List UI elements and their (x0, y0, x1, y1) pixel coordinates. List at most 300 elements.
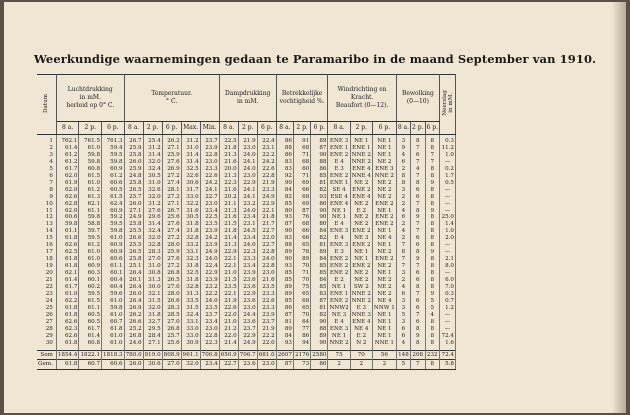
cell: 780.0 (125, 351, 142, 358)
cell: 89 (276, 291, 293, 298)
cell: ENE 1 (329, 290, 349, 297)
table-row (37, 152, 456, 159)
cell: 8 (425, 173, 439, 180)
cell: 24.4 (238, 312, 257, 319)
cell: NE 1 (350, 135, 372, 145)
cell: 89 (311, 333, 328, 340)
cell: ENE 2 (329, 256, 349, 263)
cell: 62.6 (56, 333, 79, 340)
cell: 0.2 (440, 166, 456, 173)
cell: 22.3 (238, 249, 257, 256)
cell: 90 (276, 256, 293, 263)
cell: E 2 (350, 208, 372, 215)
cell: 23.0 (238, 145, 257, 152)
cell: 8 (425, 319, 439, 326)
header-vapour: Dampdrukking in mM. (219, 75, 276, 122)
cell: 27.2 (162, 194, 181, 201)
cell: 32.7 (143, 319, 162, 326)
cell: 60.4 (102, 284, 125, 291)
cell: 82 (311, 235, 328, 242)
cell: ENE 4 (352, 318, 371, 325)
cell: 61.5 (102, 194, 125, 201)
cell: 24.0 (200, 298, 219, 305)
cell: 93 (311, 194, 328, 201)
cell: 21.3 (219, 208, 238, 215)
cell: 61.0 (79, 180, 102, 187)
cell: 32.0 (143, 305, 162, 312)
cell: 85 (311, 284, 328, 291)
cell: 2580 (312, 351, 327, 358)
cell: NE 2 (372, 187, 396, 194)
cell: 21.0 (219, 319, 238, 326)
cell: 8 (425, 326, 439, 333)
cell: 2 (396, 166, 410, 173)
cell: 60.8 (79, 166, 102, 173)
cell: 33.1 (181, 249, 200, 256)
cell: 21.9 (257, 180, 276, 187)
cell: 59.6 (102, 291, 125, 298)
cell: 25.4 (143, 135, 162, 145)
cell: ENE 2 (329, 297, 349, 304)
cell: ENE 4 (352, 193, 371, 200)
cell: 23.6 (238, 277, 257, 284)
cell: — (440, 270, 456, 277)
cell: 23.0 (238, 305, 257, 312)
cell: 8 (411, 326, 425, 333)
cell: NNE 2 (351, 290, 371, 297)
cell: 60.6 (56, 214, 79, 221)
cell: 22.8 (257, 173, 276, 180)
cell: 22.8 (200, 152, 219, 159)
table-row (37, 263, 456, 270)
cell: 33.0 (181, 326, 200, 333)
cell: ENE 1 (329, 179, 349, 186)
cell: 7 (411, 159, 425, 166)
cell: 31.6 (181, 208, 200, 215)
cell: 27.0 (162, 319, 181, 326)
cell: 23.4 (238, 263, 257, 270)
cell: 22.8 (257, 263, 276, 270)
cell: 8 (425, 340, 439, 350)
cell: 26.4 (124, 284, 143, 291)
cell: 31.2 (143, 201, 162, 208)
cell: 24.9 (257, 194, 276, 201)
cell: NE 2 (350, 277, 372, 284)
cell: 3 (396, 298, 410, 305)
cell: 22.0 (219, 333, 238, 340)
subheader-7: Min. (200, 122, 219, 135)
cell: 24.0 (200, 256, 219, 263)
cell: — (440, 201, 456, 208)
cell: 81 (276, 319, 293, 326)
cell: NE 1 (372, 135, 396, 145)
cell: 7 (411, 221, 425, 228)
cell: 84 (311, 256, 328, 263)
cell: NNW 1 (373, 304, 395, 311)
cell: 86 (276, 152, 293, 159)
cell: 27.4 (162, 180, 181, 187)
cell: 21.7 (257, 221, 276, 228)
cell: 61.0 (102, 312, 125, 319)
cell: 2 (328, 360, 350, 370)
cell: 27.6 (162, 159, 181, 166)
cell: 24.0 (238, 242, 257, 249)
table-row (37, 284, 456, 291)
table-row (37, 326, 456, 333)
cell: NE 2 (350, 270, 372, 277)
cell: 26.4 (124, 298, 143, 305)
cell: 22.3 (200, 340, 219, 350)
cell: 26.0 (124, 291, 143, 298)
cell: 60.9 (102, 242, 125, 249)
cell: 60.4 (102, 277, 125, 284)
cell: 87 (276, 360, 293, 370)
cell: 6 (411, 152, 425, 159)
cell: 21.1 (219, 201, 238, 208)
cell: 23.0 (200, 159, 219, 166)
cell: 65 (293, 242, 310, 249)
cell: 89 (293, 256, 310, 263)
cell: 13 (37, 221, 56, 228)
cell: 59.8 (56, 221, 79, 228)
cell: 24.1 (238, 159, 257, 166)
cell: 22.2 (200, 291, 219, 298)
cell: 8 (425, 235, 439, 242)
cell: — (440, 208, 456, 215)
cell: 71 (293, 270, 310, 277)
cell: 761.3 (102, 135, 125, 145)
cell: 6 (411, 270, 425, 277)
cell: ENE 3 (372, 166, 396, 173)
table-row (37, 135, 456, 145)
cell: 59.8 (102, 228, 125, 235)
cell: 61.1 (79, 305, 102, 312)
table-row (37, 187, 456, 194)
table-row (37, 319, 456, 326)
cell: 7 (396, 242, 410, 249)
cell: 30.6 (143, 360, 162, 370)
cell: 22.1 (257, 208, 276, 215)
cell: 82 (311, 187, 328, 194)
cell: 31.8 (181, 277, 200, 284)
cell: 85 (311, 263, 328, 270)
cell: 70 (293, 277, 310, 284)
cell: ENE 3 (329, 242, 349, 249)
cell: NE 1 (350, 256, 372, 263)
cell: 25.9 (162, 152, 181, 159)
cell: 4 (37, 159, 56, 166)
cell: 85 (276, 270, 293, 277)
header-cloud: Bewolking (0—10) (396, 75, 439, 122)
cell: 61.3 (79, 194, 102, 201)
table-row (37, 312, 456, 319)
cell: 4 (396, 208, 410, 215)
table-row (37, 159, 456, 166)
cell: 6 (396, 326, 410, 333)
cell: 22.0 (257, 235, 276, 242)
cell: NNE 4 (351, 172, 371, 179)
cell: 60.9 (102, 166, 125, 173)
cell: 32.8 (181, 284, 200, 291)
subheader-6: Max. (181, 122, 200, 135)
subheader-13: 6 p. (311, 122, 328, 135)
cell: 2 (396, 221, 410, 228)
cell: 86 (311, 201, 328, 208)
cell: NE 4 (372, 235, 396, 242)
cell: 2 (372, 360, 396, 370)
cell: 6 (411, 242, 425, 249)
subheader-12: 2 p. (293, 122, 310, 135)
cell: 31.0 (143, 180, 162, 187)
cell: NE 2 (350, 214, 372, 221)
cell: 26.8 (162, 270, 181, 277)
cell: 31.8 (181, 263, 200, 270)
cell: — (440, 319, 456, 326)
cell: 84 (276, 187, 293, 194)
cell: 9 (425, 208, 439, 215)
cell: NE 2 (372, 277, 396, 284)
cell: 24.9 (200, 249, 219, 256)
cell: 59.8 (102, 159, 125, 166)
cell: 33.2 (181, 242, 200, 249)
cell: 30.9 (181, 340, 200, 350)
cell: 9 (425, 291, 439, 298)
cell: 26.8 (124, 333, 143, 340)
cell: 62.6 (56, 319, 79, 326)
cell: 24.9 (124, 214, 143, 221)
cell: 31.2 (143, 145, 162, 152)
subheader-4: 2 p. (143, 122, 162, 135)
cell: 83 (276, 235, 293, 242)
subheader-10: 6 p. (257, 122, 276, 135)
cell: NE 4 (350, 326, 372, 333)
cell: 23.9 (200, 228, 219, 235)
cell: 28.0 (162, 242, 181, 249)
cell: 706.7 (239, 351, 256, 358)
cell: 16 (37, 242, 56, 249)
cell: 60.9 (102, 249, 125, 256)
cell: 5 (396, 360, 410, 370)
cell: 32.0 (181, 360, 200, 370)
cell: 31.5 (143, 298, 162, 305)
cell: 91 (293, 135, 310, 145)
cell: NE 1 (372, 242, 396, 249)
cell: 68 (293, 159, 310, 166)
cell: 60.6 (102, 180, 125, 187)
cell: 18 (37, 256, 56, 263)
cell: 24.6 (124, 340, 143, 350)
cell: 27.1 (143, 340, 162, 350)
cell: 21.9 (257, 326, 276, 333)
cell: 21.4 (219, 340, 238, 350)
table-row (37, 340, 456, 350)
cell: 23.9 (238, 270, 257, 277)
cell: 22.1 (219, 263, 238, 270)
cell: ENE 2 (372, 256, 396, 263)
cell: 26 (37, 312, 56, 319)
cell: 23.5 (257, 284, 276, 291)
cell: E 3 (328, 249, 350, 256)
cell: 9 (411, 333, 425, 340)
cell: 61.5 (79, 173, 102, 180)
cell: 33.0 (181, 194, 200, 201)
cell: 32.3 (181, 256, 200, 263)
cell: 25.8 (124, 221, 143, 228)
cell: 90 (311, 214, 328, 221)
subheader-5: 6 p. (162, 122, 181, 135)
cell: 22.7 (219, 360, 238, 370)
cell: 88 (276, 242, 293, 249)
cell: 6 (396, 159, 410, 166)
cell: 26.0 (124, 360, 143, 370)
cell: 61.2 (79, 242, 102, 249)
cell: 59.7 (79, 228, 102, 235)
cell: 22.1 (219, 256, 238, 263)
cell: 7 (396, 263, 410, 270)
cell: NE 1 (328, 284, 350, 291)
cell: 21.6 (219, 159, 238, 166)
cell: 32.0 (143, 235, 162, 242)
cell: 31.8 (181, 228, 200, 235)
cell: 71 (293, 152, 310, 159)
cell: NE 1 (372, 145, 396, 152)
header-datum: Datum (37, 75, 56, 135)
cell: 25.9 (124, 166, 143, 173)
cell: 650.9 (220, 351, 237, 358)
cell: 70 (293, 312, 310, 319)
cell: 28.5 (162, 312, 181, 319)
cell: ENE 2 (352, 228, 371, 235)
cell: 70 (350, 350, 372, 360)
cell: NE 2 (350, 221, 372, 228)
cell: 24.8 (124, 173, 143, 180)
cell: ENE 4 (329, 200, 349, 207)
cell: 33.5 (181, 298, 200, 305)
cell: 23.2 (238, 201, 257, 208)
cell: 61.0 (102, 298, 125, 305)
cell: 8 (425, 333, 439, 340)
cell: SE 4 (328, 187, 350, 194)
cell: 26.0 (124, 201, 143, 208)
cell: E 4 (328, 235, 350, 242)
cell: 3 (396, 305, 410, 312)
cell: 21.4 (219, 235, 238, 242)
cell: 25.8 (124, 256, 143, 263)
cell: 8 (425, 228, 439, 235)
cell: 24.0 (257, 256, 276, 263)
cell: 3 (396, 270, 410, 277)
cell: 8 (396, 173, 410, 180)
cell: 22.9 (219, 249, 238, 256)
cell: 33.1 (181, 319, 200, 326)
cell: 6 (396, 214, 410, 221)
cell: 61.8 (102, 326, 125, 333)
cell: 72.4 (440, 333, 456, 340)
cell: 21.6 (257, 277, 276, 284)
cell: 6 (396, 291, 410, 298)
cell: 62.4 (102, 201, 125, 208)
cell: 61.1 (79, 208, 102, 215)
cell: 61.2 (102, 173, 125, 180)
cell: 30.5 (181, 214, 200, 221)
cell: 60.2 (79, 284, 102, 291)
cell: 12 (37, 214, 56, 221)
cell: 66 (293, 228, 310, 235)
cell: 60.6 (102, 360, 125, 370)
cell: 30.8 (143, 270, 162, 277)
cell: NE 1 (372, 228, 396, 235)
cell: 8 (411, 340, 425, 350)
cell: 3 (37, 152, 56, 159)
cell: 23.6 (238, 319, 257, 326)
cell: 7 (411, 312, 425, 319)
cell: 89 (276, 284, 293, 291)
cell: 56 (372, 350, 396, 360)
cell: 20.2 (219, 194, 238, 201)
cell: 24.2 (200, 235, 219, 242)
cell: 32.8 (181, 235, 200, 242)
subheader-18: 2 p. (411, 122, 425, 135)
cell: 24.0 (238, 152, 257, 159)
cell: 31.3 (143, 277, 162, 284)
cell: 232 (426, 351, 438, 358)
cell: 26.5 (124, 187, 143, 194)
table-row (37, 270, 456, 277)
cell: 27.0 (162, 284, 181, 291)
cell: 8.0 (440, 263, 456, 270)
cell: 5 (425, 298, 439, 305)
cell: 59.8 (79, 159, 102, 166)
cell: NE 1 (372, 319, 396, 326)
cell: 961.1 (182, 351, 199, 358)
cell: 3 (396, 135, 410, 145)
cell: 24.1 (200, 187, 219, 194)
cell: 23 (37, 291, 56, 298)
cell: 9 (411, 256, 425, 263)
cell: 84 (311, 228, 328, 235)
cell: 761.5 (79, 135, 102, 145)
cell: 32.5 (181, 270, 200, 277)
cell: 31.4 (143, 221, 162, 228)
cell: 21.6 (219, 214, 238, 221)
cell: 32.1 (143, 291, 162, 298)
cell: 26.2 (162, 135, 181, 145)
cell: NE 2 (372, 180, 396, 187)
cell: 81 (311, 305, 328, 312)
cell: 59.8 (102, 305, 125, 312)
cell: 28.4 (143, 333, 162, 340)
cell: — (440, 242, 456, 249)
cell: 61.8 (56, 305, 79, 312)
cell: ENE 1 (352, 144, 371, 151)
cell: 61.1 (102, 263, 125, 270)
mean-row (37, 360, 456, 370)
cell: 31.0 (181, 145, 200, 152)
cell: 86 (311, 360, 328, 370)
cell: 61.4 (79, 333, 102, 340)
cell: 68 (293, 221, 310, 228)
cell: 81 (311, 180, 328, 187)
cell: 22.6 (257, 298, 276, 305)
cell: 23.5 (200, 305, 219, 312)
cell: 62.0 (56, 187, 79, 194)
cell: 1.7 (440, 173, 456, 180)
cell: 8 (411, 180, 425, 187)
cell: 22.2 (257, 152, 276, 159)
table-row (37, 173, 456, 180)
cell: 86 (293, 333, 310, 340)
subheader-8: 8 a. (219, 122, 238, 135)
